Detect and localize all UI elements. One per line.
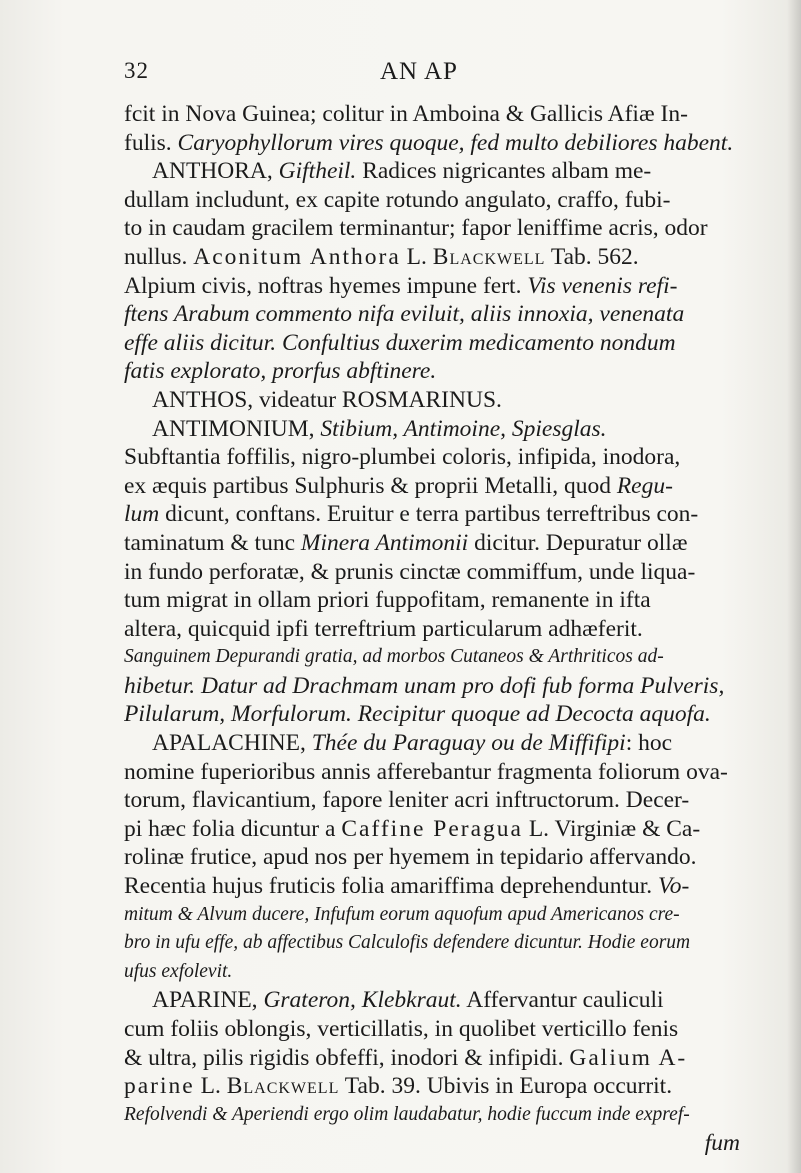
text-segment: Minera Antimonii — [300, 529, 469, 556]
text-segment: ex æquis partibus Sulphuris & proprii Metalli, quod — [124, 472, 617, 499]
text-segment: pi hæc folia dicuntur a — [124, 815, 342, 842]
text-segment: altera, quicquid ipfi terreftrium particularum adhæferit. — [124, 615, 643, 642]
text-line — [124, 329, 770, 358]
text-line — [124, 1101, 770, 1130]
text-segment: Radices nigricantes albam me- — [356, 158, 652, 185]
text-line — [124, 300, 770, 329]
text-segment: effe aliis dicitur. Confultius duxerim medicamento nondum — [124, 329, 676, 356]
text-segment: parine — [124, 1073, 195, 1100]
text-line — [124, 700, 770, 729]
text-segment: Thée du Paraguay ou de Miffifipi — [311, 730, 626, 757]
text-segment: rolinæ frutice, apud nos per hyemem in tepidario affervando. — [124, 844, 697, 871]
text-line — [124, 1072, 770, 1101]
text-segment: Subftantia foffilis, nigro-plumbei coloris, infipida, inodora, — [124, 444, 681, 471]
text-segment: Alpium civis, noftras hyemes impune fert. — [124, 272, 528, 299]
text-line — [124, 586, 770, 615]
text-segment: taminatum & tunc — [124, 529, 301, 556]
text-segment: fatis explorato, prorfus abftinere. — [124, 358, 437, 385]
text-segment: Vo- — [658, 873, 690, 900]
catchword: fum — [704, 1130, 740, 1157]
text-line — [124, 186, 770, 215]
text-segment: dicitur. Depuratur ollæ — [468, 529, 688, 556]
body-text — [124, 100, 770, 1158]
running-head: AN AP — [380, 58, 458, 85]
text-line — [124, 386, 770, 415]
text-line — [124, 415, 770, 444]
text-segment: ANTHOS, videatur ROSMARINUS. — [152, 386, 502, 413]
text-line — [124, 872, 770, 901]
text-segment: Regu- — [616, 472, 673, 499]
text-line — [124, 529, 770, 558]
text-segment: ANTHORA, — [152, 158, 279, 185]
text-line — [124, 472, 770, 501]
text-line — [124, 443, 770, 472]
text-line — [124, 1044, 770, 1073]
text-segment: Grateron, Klebkraut. — [263, 987, 462, 1014]
text-segment: dullam includunt, ex capite rotundo angulato, craffo, fubi- — [124, 186, 671, 213]
text-segment: Caffine Peragua — [341, 815, 523, 842]
text-segment: Giftheil. — [278, 158, 357, 185]
text-line — [124, 815, 770, 844]
text-segment: L. Virginiæ & Ca- — [522, 815, 701, 842]
text-segment: nullus. — [124, 243, 194, 270]
text-segment: ufus exfolevit. — [124, 960, 233, 982]
text-line — [124, 100, 770, 129]
text-segment: Vis venenis refi- — [527, 272, 678, 299]
text-line — [124, 758, 770, 787]
text-segment: : hoc — [625, 730, 673, 757]
text-line — [124, 958, 770, 987]
text-segment: torum, flavicantium, fapore leniter acri inftructorum. Decer- — [124, 787, 690, 814]
text-segment: APARINE, — [152, 987, 264, 1014]
text-segment: hibetur. Datur ad Drachmam unam pro dofi fub forma Pulveris, — [124, 672, 725, 699]
text-segment: ANTIMONIUM, — [152, 415, 321, 442]
text-segment: L. — [194, 1073, 227, 1100]
text-segment: fcit in Nova Guinea; colitur in Amboina & Gallicis Afiæ In- — [124, 101, 688, 127]
text-segment: Galium A- — [569, 1044, 688, 1071]
text-line — [124, 986, 770, 1015]
text-line — [124, 272, 770, 301]
text-segment: Pilularum, Morfulorum. Recipitur quoque ad Decocta aquofa. — [124, 701, 711, 728]
text-segment: nomine fuperioribus annis afferebantur fragmenta foliorum ova- — [124, 758, 728, 785]
text-segment: lum — [124, 501, 160, 528]
text-segment: in fundo perforatæ, & prunis cinctæ commiffum, unde liqua- — [124, 558, 696, 585]
text-segment: mitum & Alvum ducere, Infufum eorum aquofum apud Americanos cre- — [124, 903, 680, 925]
text-line — [124, 357, 770, 386]
text-line — [124, 129, 770, 158]
text-segment: Blackwell — [432, 243, 546, 270]
text-line — [124, 729, 770, 758]
text-segment: Refolvendi & Aperiendi ergo olim laudabatur, hodie fuccum inde expref- — [124, 1103, 690, 1125]
text-line — [124, 615, 770, 644]
text-line — [124, 500, 770, 529]
text-segment: Caryophyllorum vires quoque, fed multo debiliores habent. — [177, 129, 734, 156]
text-segment: Tab. 39. Ubivis in Europa occurrit. — [339, 1073, 673, 1100]
text-segment: ftens Arabum commento nifa eviluit, aliis innoxia, venenata — [124, 301, 685, 328]
text-line — [124, 843, 770, 872]
page-header — [124, 58, 764, 94]
text-line — [124, 214, 770, 243]
text-segment: Sanguinem Depurandi gratia, ad morbos Cutaneos & Arthriticos ad- — [124, 646, 664, 668]
text-line — [124, 643, 770, 672]
text-segment: fulis. — [124, 129, 178, 156]
text-segment: L. — [400, 243, 433, 270]
text-segment: dicunt, conftans. Eruitur e terra partibus terreftribus con- — [159, 501, 699, 528]
text-segment: Affervantur cauliculi — [461, 987, 664, 1014]
text-segment: & ultra, pilis rigidis obfeffi, inodori & infipidi. — [124, 1044, 570, 1071]
text-segment: cum foliis oblongis, verticillatis, in quolibet verticillo fenis — [124, 1016, 679, 1042]
text-segment: bro in ufu effe, ab affectibus Calculofis defendere dicuntur. Hodie eorum — [124, 932, 691, 954]
text-line — [124, 243, 770, 272]
text-segment: to in caudam gracilem terminantur; fapor leniffime acris, odor — [124, 215, 708, 242]
text-line — [124, 786, 770, 815]
text-segment: Recentia hujus fruticis folia amariffima deprehenduntur. — [124, 873, 659, 900]
page-number: 32 — [124, 58, 149, 83]
text-line — [124, 901, 770, 930]
text-line — [124, 157, 770, 186]
text-segment: Blackwell — [226, 1073, 340, 1100]
page-edge-shadow — [787, 0, 801, 1173]
text-line — [124, 1015, 770, 1044]
text-line — [124, 672, 770, 701]
text-segment: Stibium, Antimoine, Spiesglas. — [320, 415, 607, 442]
text-line — [124, 929, 770, 958]
text-segment: Aconitum Anthora — [193, 243, 401, 270]
text-line — [124, 558, 770, 587]
text-segment: Tab. 562. — [545, 243, 639, 270]
text-segment: APALACHINE, — [152, 730, 312, 757]
text-segment: tum migrat in ollam priori fuppofitam, remanente in ifta — [124, 587, 651, 614]
